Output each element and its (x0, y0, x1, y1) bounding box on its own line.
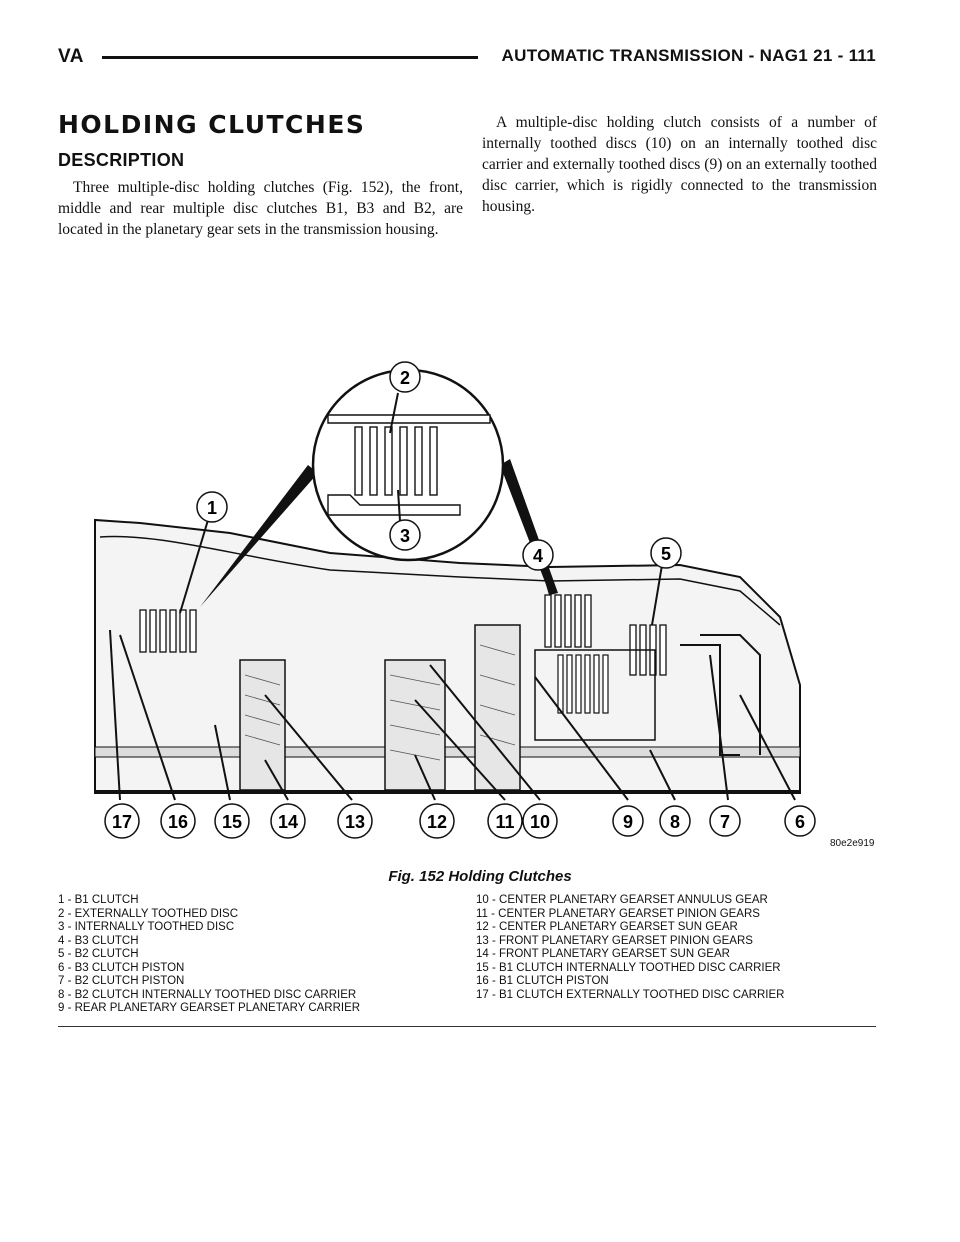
svg-text:3: 3 (399, 526, 411, 546)
legend-item: 17 - B1 CLUTCH EXTERNALLY TOOTHED DISC CARRIER (476, 988, 785, 1001)
callout-9 (613, 806, 643, 836)
main-shaft (95, 747, 800, 757)
legend-item: 10 - CENTER PLANETARY GEARSET ANNULUS GEAR (476, 894, 768, 906)
callout-11 (488, 804, 522, 838)
callout-2 (390, 362, 420, 392)
legend-item: 11 - CENTER PLANETARY GEARSET PINION GEARS (476, 907, 760, 920)
svg-text:1: 1 (206, 498, 218, 518)
svg-text:12: 12 (426, 812, 448, 832)
svg-text:4: 4 (532, 546, 544, 566)
legend-item: 12 - CENTER PLANETARY GEARSET SUN GEAR (476, 921, 738, 933)
legend-bottom-rule (58, 1026, 876, 1027)
legend-item: 5 - B2 CLUTCH (58, 948, 139, 960)
callout-10 (523, 804, 557, 838)
callout-1 (197, 492, 227, 522)
svg-text:2: 2 (399, 368, 411, 388)
holding-clutches-figure (80, 355, 880, 860)
legend-item: 8 - B2 CLUTCH INTERNALLY TOOTHED DISC CARRIER (58, 988, 357, 1001)
legend-item: 7 - B2 CLUTCH PISTON (58, 975, 185, 987)
legend-item: 14 - FRONT PLANETARY GEARSET SUN GEAR (476, 948, 730, 960)
legend-column-1 (58, 894, 468, 1016)
svg-text:16: 16 (167, 812, 189, 832)
legend-item: 13 - FRONT PLANETARY GEARSET PINION GEARS (476, 934, 753, 947)
svg-text:15: 15 (221, 812, 243, 832)
header-section-code: VA (58, 46, 84, 67)
figure-code: 80e2e919 (830, 838, 875, 849)
svg-text:17: 17 (111, 812, 133, 832)
legend-item: 4 - B3 CLUTCH (58, 934, 139, 947)
legend-column-2 (476, 894, 876, 1002)
center-pinion-gear (385, 660, 445, 790)
callout-14 (271, 804, 305, 838)
subheading: DESCRIPTION (58, 150, 185, 170)
callout-17 (105, 804, 139, 838)
callout-4 (523, 540, 553, 570)
legend-item: 3 - INTERNALLY TOOTHED DISC (58, 921, 235, 933)
front-sun-gear (240, 660, 285, 790)
transmission-cutaway-illustration (80, 355, 880, 860)
legend-item: 15 - B1 CLUTCH INTERNALLY TOOTHED DISC CARRIER (476, 961, 781, 974)
legend-item: 16 - B1 CLUTCH PISTON (476, 975, 609, 987)
svg-text:5: 5 (660, 544, 672, 564)
paragraph-left: Three multiple-disc holding clutches (Fig. 152), the front, middle and rear multiple disc clutches B1, B3 and B2, are located in the planetary gear sets in the transmission housing. (58, 179, 463, 238)
svg-text:7: 7 (719, 812, 731, 832)
callout-12 (420, 804, 454, 838)
callout-5 (651, 538, 681, 568)
svg-text:6: 6 (794, 812, 806, 832)
svg-text:10: 10 (529, 812, 551, 832)
callout-16 (161, 804, 195, 838)
svg-text:9: 9 (622, 812, 634, 832)
legend-item: 1 - B1 CLUTCH (58, 894, 139, 906)
figure-caption: Fig. 152 Holding Clutches (388, 868, 572, 885)
callout-6 (785, 806, 815, 836)
section-title: HOLDING CLUTCHES (58, 110, 366, 139)
callout-15 (215, 804, 249, 838)
paragraph-right: A multiple-disc holding clutch consists of a number of internally toothed discs (10) on an internally toothed disc carrier and externally toothed discs (9) on an externally toothed disc carrier, which is rigidly connected to the transmission housing. (482, 114, 877, 215)
callout-13 (338, 804, 372, 838)
legend-item: 6 - B3 CLUTCH PISTON (58, 961, 185, 974)
legend-item: 2 - EXTERNALLY TOOTHED DISC (58, 907, 239, 920)
svg-text:14: 14 (277, 812, 299, 832)
legend-item: 9 - REAR PLANETARY GEARSET PLANETARY CARRIER (58, 1002, 361, 1014)
header-page-title: AUTOMATIC TRANSMISSION - NAG1 21 - 111 (501, 46, 876, 65)
page-header (58, 44, 876, 72)
callout-7 (710, 806, 740, 836)
svg-text:8: 8 (669, 812, 681, 832)
svg-text:11: 11 (495, 812, 515, 832)
header-rule (102, 56, 478, 59)
callout-8 (660, 806, 690, 836)
callout-3 (390, 520, 420, 550)
svg-text:13: 13 (344, 812, 366, 832)
